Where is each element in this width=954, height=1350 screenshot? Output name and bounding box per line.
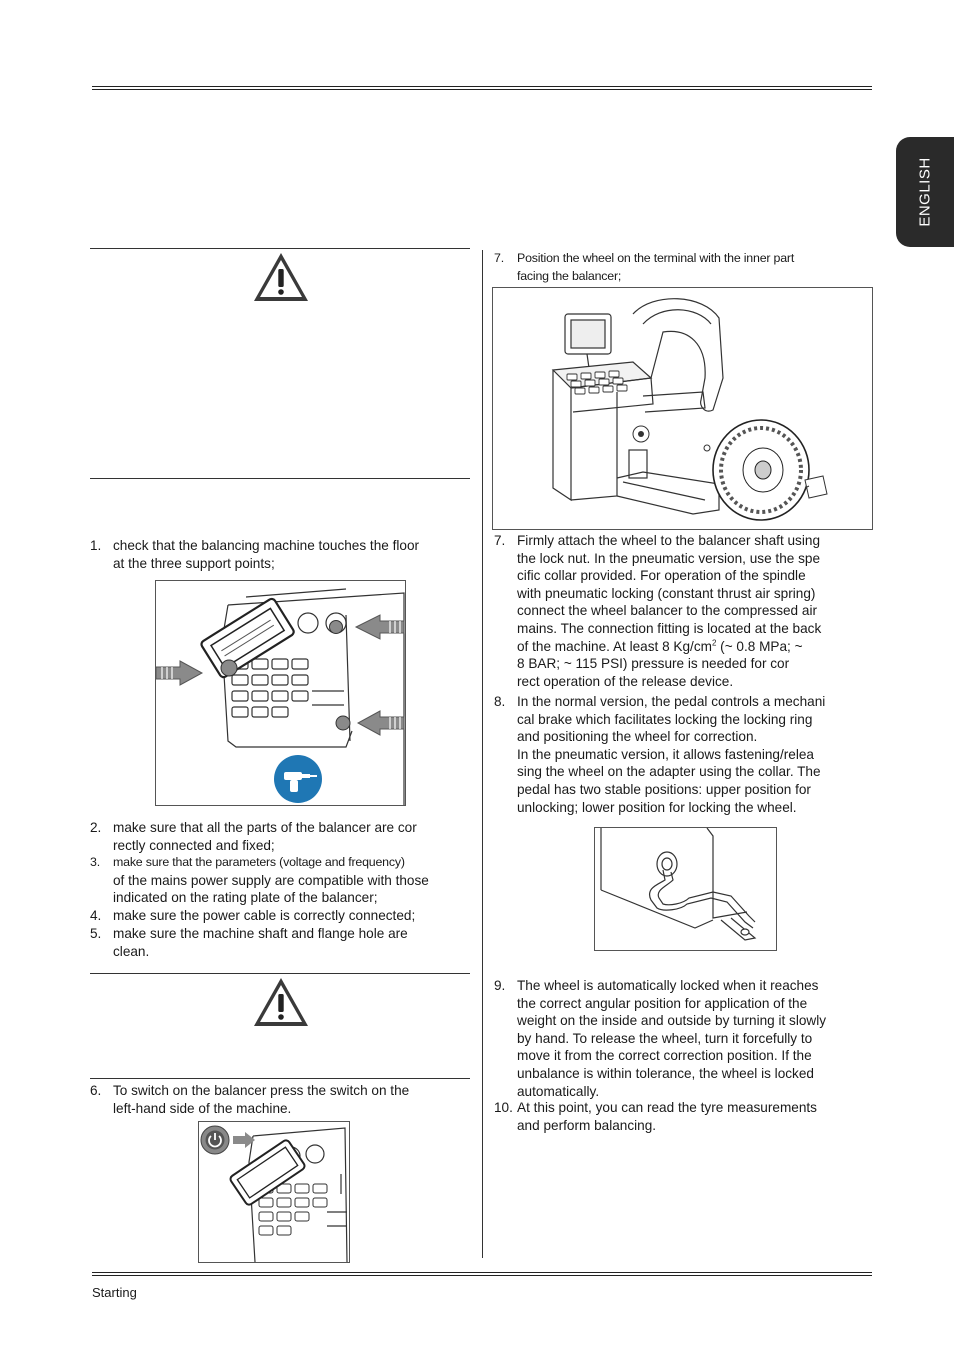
item-line: connect the wheel balancer to the compressed air bbox=[517, 603, 817, 619]
item-number: 2. bbox=[90, 820, 102, 835]
warning-triangle-icon bbox=[252, 251, 310, 303]
item-line: In the pneumatic version, it allows fastening/relea bbox=[517, 746, 814, 762]
item-number: 6. bbox=[90, 1083, 102, 1098]
item-line bbox=[517, 638, 821, 656]
item-line: check that the balancing machine touches the floor bbox=[113, 538, 420, 553]
item-line: 8 BAR; ~ 115 PSI) pressure is needed for cor bbox=[517, 656, 790, 672]
pedal-figure bbox=[594, 827, 777, 951]
item-line: and positioning the wheel for correction. bbox=[517, 729, 758, 745]
item-line: sing the wheel on the adapter using the collar. The bbox=[517, 764, 821, 780]
item-number: 3. bbox=[90, 855, 100, 869]
item-line: indicated on the rating plate of the balancer; bbox=[113, 890, 378, 906]
item-line: make sure the power cable is correctly connected; bbox=[113, 908, 416, 923]
item-line: the lock nut. In the pneumatic version, use the spe bbox=[517, 550, 821, 566]
balancer-wheel-figure bbox=[492, 287, 873, 530]
item-number: 7. bbox=[494, 533, 506, 548]
header-rule bbox=[92, 86, 872, 90]
item-line: clean. bbox=[113, 943, 150, 959]
item-line: left-hand side of the machine. bbox=[113, 1100, 292, 1116]
footer-rule bbox=[92, 1272, 872, 1276]
item-line: At this point, you can read the tyre measurements bbox=[517, 1100, 817, 1115]
superscript: 2 bbox=[711, 638, 717, 648]
item-line: make sure the machine shaft and flange hole are bbox=[113, 926, 408, 941]
item-line: pedal has two stable positions: upper position for bbox=[517, 781, 811, 797]
item-line: of the mains power supply are compatible with those bbox=[113, 872, 429, 888]
language-tab[interactable] bbox=[896, 137, 954, 247]
item-line: cific collar provided. For operation of the spindle bbox=[517, 568, 806, 584]
item-line: rect operation of the release device. bbox=[517, 673, 734, 689]
item-line: make sure that all the parts of the balancer are cor bbox=[113, 820, 417, 835]
item-line: automatically. bbox=[517, 1083, 600, 1099]
item-number: 9. bbox=[494, 978, 506, 993]
warning-triangle-icon bbox=[252, 976, 310, 1028]
warning-bottom-rule bbox=[90, 1078, 470, 1079]
column-divider bbox=[482, 250, 483, 1258]
item-line: with pneumatic locking (constant thrust air spring) bbox=[517, 585, 816, 601]
item-line: weight on the inside and outside by turning it slowly bbox=[517, 1013, 827, 1029]
item-line: move it from the correct correction position. If the bbox=[517, 1048, 812, 1064]
item-number: 1. bbox=[90, 538, 102, 553]
footer-label: Starting bbox=[92, 1285, 137, 1300]
item-line: rectly connected and fixed; bbox=[113, 837, 275, 853]
item-line: The wheel is automatically locked when it reaches bbox=[517, 978, 819, 993]
item-number: 8. bbox=[494, 694, 506, 709]
item-line: and perform balancing. bbox=[517, 1117, 657, 1133]
item-number: 10. bbox=[494, 1100, 513, 1115]
item-line: Firmly attach the wheel to the balancer shaft using bbox=[517, 533, 820, 548]
support-points-figure bbox=[155, 580, 406, 806]
item-line: To switch on the balancer press the switch on the bbox=[113, 1083, 410, 1098]
item-line: Position the wheel on the terminal with the inner part bbox=[517, 251, 795, 265]
language-tab-label: ENGLISH bbox=[916, 157, 934, 227]
item-line: make sure that the parameters (voltage and frequency) bbox=[113, 855, 405, 869]
item-line: cal brake which facilitates locking the locking ring bbox=[517, 711, 813, 727]
item-number: 7. bbox=[494, 251, 504, 265]
warning-top-rule bbox=[90, 248, 470, 249]
item-line: facing the balancer; bbox=[517, 268, 622, 283]
item-line-part: (~ 0.8 MPa; ~ bbox=[716, 638, 803, 654]
item-line: by hand. To release the wheel, turn it forcefully to bbox=[517, 1030, 813, 1046]
item-line: at the three support points; bbox=[113, 555, 275, 571]
power-switch-figure bbox=[198, 1121, 350, 1263]
item-line-part: of the machine. At least 8 Kg/cm bbox=[517, 638, 712, 654]
item-line: the correct angular position for application of the bbox=[517, 995, 808, 1011]
item-line: unbalance is within tolerance, the wheel is locked bbox=[517, 1065, 814, 1081]
warning-bottom-rule bbox=[90, 478, 470, 479]
item-number: 4. bbox=[90, 908, 102, 923]
warning-top-rule bbox=[90, 973, 470, 974]
item-line: In the normal version, the pedal controls a mechani bbox=[517, 694, 826, 709]
item-line: unlocking; lower position for locking the wheel. bbox=[517, 799, 797, 815]
item-line: mains. The connection fitting is located at the back bbox=[517, 620, 822, 636]
item-number: 5. bbox=[90, 926, 102, 941]
